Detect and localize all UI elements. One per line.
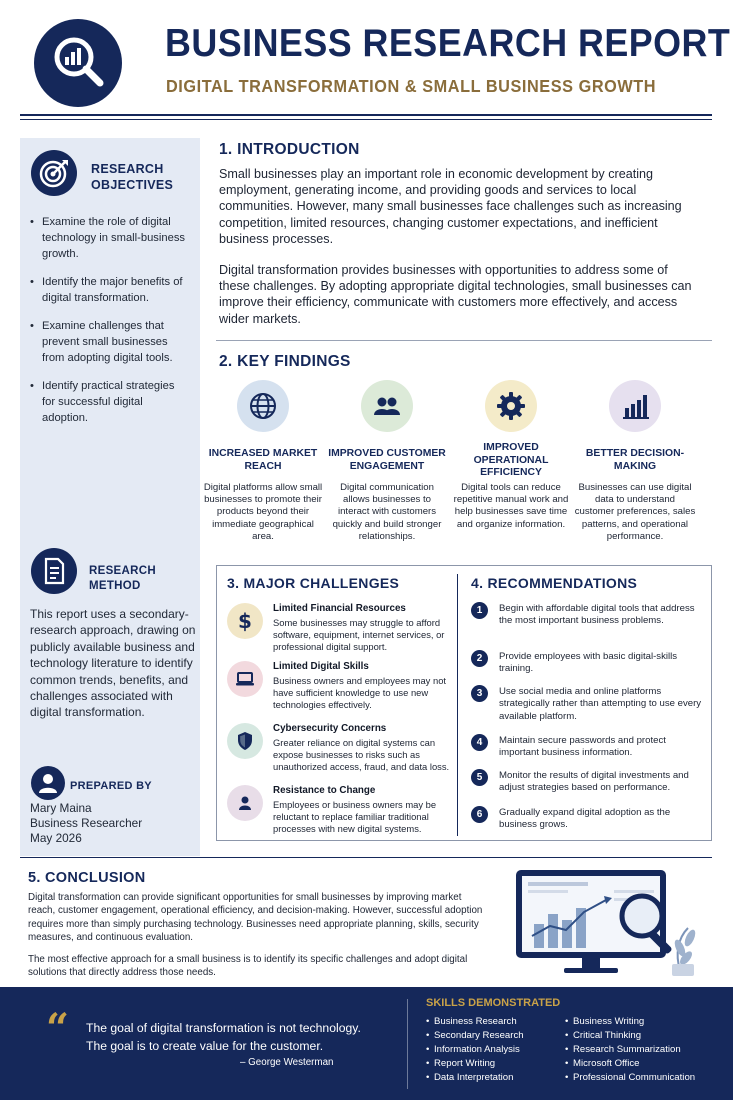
- author-name: Mary Maina: [30, 801, 92, 815]
- recommendation-text: Use social media and online platforms strategically rather than attempting to use every available platform.: [499, 686, 702, 722]
- finding-title: INCREASED MARKET REACH: [208, 448, 318, 472]
- finding-text: Businesses can use digital data to understand customer preferences, sales patterns, and operational performance.: [574, 482, 696, 542]
- challenge-item: [227, 661, 452, 716]
- list-item: • Identify practical strategies for successful digital adoption.: [28, 378, 190, 426]
- recommendation-number: 4: [471, 734, 488, 751]
- finding-text: Digital tools can reduce repetitive manual work and help businesses save time and organize information.: [453, 482, 569, 530]
- challenge-item: [227, 785, 452, 840]
- list-item: • Identify the major benefits of digital transformation.: [28, 274, 190, 306]
- report-header: [0, 0, 733, 118]
- gear-icon: [485, 380, 537, 432]
- recommendation-number: 6: [471, 806, 488, 823]
- sidebar: [20, 138, 200, 856]
- challenge-text: Employees or business owners may be reluctant to replace familiar traditional processes with new digital systems.: [273, 799, 437, 835]
- challenge-title: Cybersecurity Concerns: [273, 723, 387, 734]
- recommendation-text: Gradually expand digital adoption as the business grows.: [499, 807, 671, 831]
- objectives-list: [28, 214, 190, 438]
- skill-item: • Critical Thinking: [565, 1030, 641, 1041]
- finding-card: [574, 380, 696, 543]
- recommendation-text: Maintain secure passwords and protect important business information.: [499, 735, 666, 759]
- report-date: May 2026: [30, 831, 82, 845]
- magnifier-chart-icon: [34, 19, 122, 107]
- document-icon: [31, 548, 77, 594]
- bar-chart-icon: [609, 380, 661, 432]
- quote-icon: “: [46, 1005, 70, 1052]
- introduction-paragraph-2: Digital transformation provides businesses with opportunities to address some of these challenges. By adopting appropriate digital technologies, small businesses can improve their efficiency, communicate with customers more effectively, and access wider markets.: [219, 263, 692, 326]
- person-icon: [227, 785, 263, 821]
- challenge-item: [227, 723, 452, 778]
- recommendation-text: Monitor the results of digital investments and adjust strategies based on performance.: [499, 770, 689, 794]
- skill-item: • Business Writing: [565, 1016, 644, 1027]
- dollar-icon: [227, 603, 263, 639]
- skill-item: • Professional Communication: [565, 1072, 695, 1083]
- monitor-analytics-icon: [510, 866, 710, 978]
- objectives-heading: RESEARCH OBJECTIVES: [91, 162, 174, 192]
- conclusion-paragraph-2: The most effective approach for a small business is to identify its specific challenges and adopt digital solutions that directly address those needs.: [28, 954, 468, 979]
- report-subtitle: DIGITAL TRANSFORMATION & SMALL BUSINESS GROWTH: [166, 76, 657, 96]
- challenge-title: Limited Financial Resources: [273, 603, 406, 614]
- challenge-title: Limited Digital Skills: [273, 661, 369, 672]
- recommendation-text: Provide employees with basic digital-skills training.: [499, 651, 678, 675]
- finding-card: [202, 380, 324, 543]
- recommendation-text: Begin with affordable digital tools that address the most important business problems.: [499, 603, 695, 627]
- skill-item: • Microsoft Office: [565, 1058, 639, 1069]
- footer-divider: [407, 999, 408, 1089]
- quote-line-1: The goal of digital transformation is not technology.: [86, 1021, 361, 1035]
- skill-item: • Business Research: [426, 1016, 517, 1027]
- challenge-text: Some businesses may struggle to afford software, equipment, internet services, or professional digital support.: [273, 617, 445, 653]
- prepared-heading: PREPARED BY: [70, 780, 152, 792]
- finding-card: [450, 380, 572, 531]
- skills-title: SKILLS DEMONSTRATED: [426, 997, 561, 1009]
- method-heading: RESEARCH METHOD: [89, 565, 156, 592]
- report-title: BUSINESS RESEARCH REPORT: [165, 22, 731, 65]
- prepared-details: [30, 801, 196, 846]
- quote-author: – George Westerman: [240, 1057, 334, 1068]
- challenges-title: 3. MAJOR CHALLENGES: [227, 575, 400, 591]
- list-item: • Examine the role of digital technology in small-business growth.: [28, 214, 190, 262]
- recommendations-title: 4. RECOMMENDATIONS: [471, 575, 638, 591]
- findings-title: 2. KEY FINDINGS: [219, 353, 351, 370]
- divider: [216, 340, 712, 341]
- globe-icon: [237, 380, 289, 432]
- finding-text: Digital platforms allow small businesses to promote their products beyond their immediate geographical area.: [203, 482, 323, 542]
- finding-title: BETTER DECISION-MAKING: [585, 448, 685, 472]
- challenge-text: Greater reliance on digital systems can expose businesses to risks such as unauthorized access, fraud, and data loss.: [273, 737, 450, 773]
- challenge-text: Business owners and employees may not have sufficient knowledge to use new technologies effectively.: [273, 675, 447, 711]
- conclusion-title: 5. CONCLUSION: [28, 870, 146, 886]
- skill-item: • Research Summarization: [565, 1044, 681, 1055]
- finding-card: [326, 380, 448, 543]
- author-role: Business Researcher: [30, 816, 143, 830]
- finding-text: Digital communication allows businesses to interact with customers quickly and build stronger relationships.: [332, 482, 442, 542]
- challenges-recommendations-box: [216, 565, 712, 841]
- quote-line-2: The goal is to create value for the customer.: [86, 1039, 324, 1053]
- challenge-title: Resistance to Change: [273, 785, 376, 796]
- divider: [20, 857, 712, 858]
- introduction-paragraph-1: Small businesses play an important role in economic development by creating employment, generating income, and providing goods and services to local communities. However, many small businesses face challenges such as increasing competition, limited resources, changing customer expectations, and inefficient business processes.: [219, 167, 682, 246]
- finding-title: IMPROVED CUSTOMER ENGAGEMENT: [328, 448, 446, 472]
- footer: [0, 987, 733, 1100]
- introduction-title: 1. INTRODUCTION: [219, 141, 360, 158]
- target-icon: [31, 150, 77, 196]
- finding-title: IMPROVED OPERATIONAL EFFICIENCY: [473, 442, 549, 479]
- header-rule-top: [20, 114, 712, 116]
- recommendation-number: 5: [471, 769, 488, 786]
- recommendation-number: 1: [471, 602, 488, 619]
- recommendation-number: 3: [471, 685, 488, 702]
- people-icon: [361, 380, 413, 432]
- svg-text:$: $: [238, 609, 252, 633]
- challenge-item: [227, 603, 452, 658]
- skill-item: • Secondary Research: [426, 1030, 524, 1041]
- skill-item: • Data Interpretation: [426, 1072, 513, 1083]
- skill-item: • Information Analysis: [426, 1044, 520, 1055]
- method-text: This report uses a secondary-research approach, drawing on publicly available business and technology literature to identify common trends, benefits, and challenges associated with digital transformation.: [30, 607, 196, 720]
- shield-icon: [227, 723, 263, 759]
- recommendation-number: 2: [471, 650, 488, 667]
- skill-item: • Report Writing: [426, 1058, 495, 1069]
- person-icon: [31, 766, 65, 800]
- header-rule-bottom: [20, 119, 712, 120]
- conclusion-paragraph-1: Digital transformation can provide significant opportunities for small businesses by improving market reach, customer engagement, operational efficiency, and decision-making. However, successful adoption requires more than simply purchasing technology. Businesses need appropriate planning, skills, security measures, and continuous evaluation.: [28, 892, 483, 944]
- laptop-icon: [227, 661, 263, 697]
- list-item: • Examine challenges that prevent small businesses from adopting digital tools.: [28, 318, 190, 366]
